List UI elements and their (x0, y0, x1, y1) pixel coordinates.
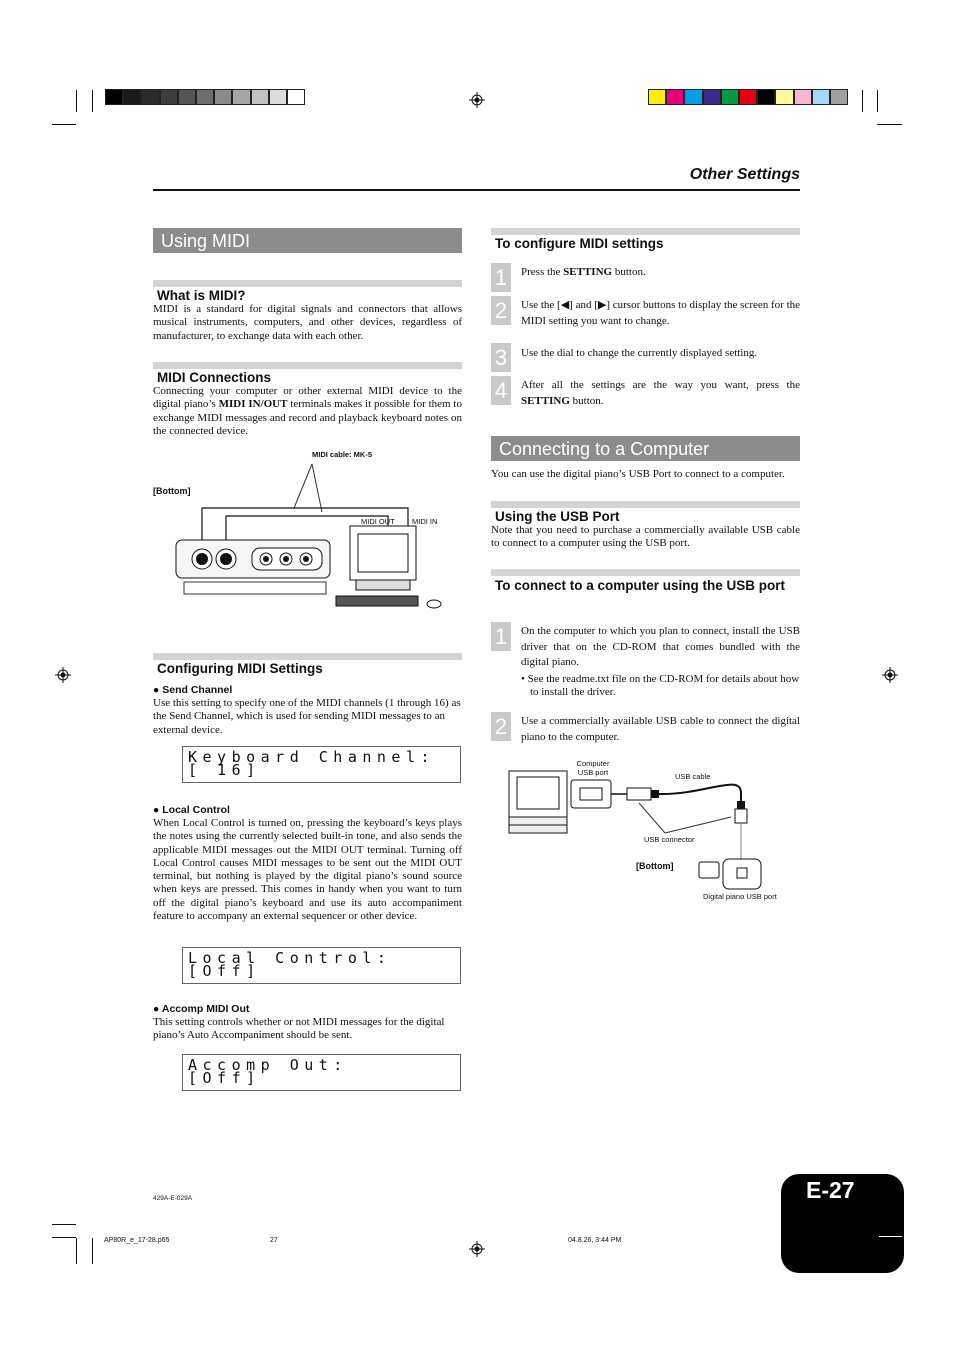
what-is-midi-text: MIDI is a standard for digital signals and connectors that allows musical instruments, computers, and other devices, regardless of manufacturer, to exchange data with each other. (153, 303, 462, 342)
color-swatch (105, 89, 123, 105)
color-swatch (812, 89, 830, 105)
computer-usb-port-label: Computer USB port (576, 759, 610, 777)
color-swatch (251, 89, 269, 105)
what-is-midi-heading: What is MIDI? (153, 280, 462, 303)
crop-mark (52, 124, 76, 125)
connecting-computer-title: Connecting to a Computer (491, 436, 800, 461)
color-swatch (666, 89, 684, 105)
step-number: 1 (491, 263, 511, 292)
crop-mark (862, 90, 863, 112)
color-swatch (287, 89, 305, 105)
usb-cable-label: USB cable (675, 772, 711, 781)
connect-step-2: Use a commercially available USB cable to connect the digital piano to the computer. (521, 715, 800, 743)
send-channel-text: Use this setting to specify one of the MIDI channels (1 through 16) as the Send Channel, which is used for sending MIDI messages to an external device. (153, 697, 461, 736)
crop-mark (92, 1238, 93, 1264)
footer-date: 04.8.26, 3:44 PM (568, 1237, 622, 1244)
accomp-midi-out-heading: ● Accomp MIDI Out (153, 1003, 250, 1015)
midi-cable-label: MIDI cable: MK-5 (312, 450, 373, 459)
configure-step-3: Use the dial to change the currently displayed setting. (521, 347, 758, 359)
configure-step-2: Use the [◀] and [▶] cursor buttons to display the screen for the MIDI setting you want to change. (521, 299, 801, 327)
step-number: 1 (491, 622, 511, 651)
color-swatch (160, 89, 178, 105)
color-swatch (775, 89, 793, 105)
crop-mark (76, 1238, 77, 1264)
connect-step-1-note: • See the readme.txt file on the CD-ROM for details about how to install the driver. (521, 673, 800, 699)
lcd-line: Local Control: (188, 949, 392, 967)
color-swatch (178, 89, 196, 105)
color-swatch (830, 89, 848, 105)
footer-page-number: 27 (270, 1237, 278, 1244)
section-title: Other Settings (689, 166, 800, 183)
color-swatch (269, 89, 287, 105)
step-number: 4 (491, 376, 511, 405)
lcd-display-send-channel (182, 746, 461, 783)
crop-mark (52, 1224, 76, 1225)
midi-bottom-label: [Bottom] (153, 486, 191, 496)
document-code: 429A-E-029A (153, 1195, 193, 1202)
midi-in-label: MIDI IN (412, 517, 438, 526)
file-name: AP80R_e_17-28.p65 (104, 1237, 170, 1244)
color-swatch (739, 89, 757, 105)
crop-mark (877, 90, 878, 112)
midi-connection-diagram (170, 460, 450, 612)
midi-connections-text: Connecting your computer or other external MIDI device to the digital piano’s MIDI IN/OUT terminals makes it possible for them to exchange MIDI messages and record and playback keyboard notes on the connected device. (153, 385, 462, 437)
bullet-icon: ● (153, 684, 160, 696)
crop-mark (52, 1237, 76, 1238)
lcd-line: Keyboard Channel: (188, 748, 436, 766)
registration-mark-icon (55, 667, 71, 683)
lcd-line: [Off] (188, 1069, 261, 1087)
crop-mark (877, 124, 902, 125)
step-number: 2 (491, 712, 511, 741)
color-swatch (684, 89, 702, 105)
local-control-heading: ● Local Control (153, 804, 230, 816)
registration-mark-icon (469, 1241, 485, 1257)
connecting-computer-intro: You can use the digital piano’s USB Port to connect to a computer. (491, 468, 785, 480)
lcd-display-accomp-out (182, 1054, 461, 1091)
header-rule (153, 189, 800, 191)
connect-computer-heading: To connect to a computer using the USB port (491, 569, 800, 594)
using-usb-port-text: Note that you need to purchase a commercially available USB cable to connect to a computer using the USB port. (491, 524, 800, 550)
step-number: 3 (491, 343, 511, 372)
local-control-text: When Local Control is turned on, pressing the keyboard’s keys plays the notes using the currently selected built-in tone, and also sends the applicable MIDI messages out the MIDI OUT terminal. Turning off Local Control causes MIDI messages to be sent out the MIDI OUT terminal, but nothing is played by the digital piano’s sound source when keys are pressed. This comes in handy when you want to turn off the digital piano’s keyboard and use its auto accompaniment feature to accompany an external sequencer or other device. (153, 817, 462, 923)
crop-mark (879, 1236, 902, 1237)
color-swatch (757, 89, 775, 105)
piano-usb-port-label: Digital piano USB port (703, 892, 777, 901)
color-swatch (196, 89, 214, 105)
using-midi-title: Using MIDI (153, 228, 462, 253)
color-swatch (141, 89, 159, 105)
lcd-display-local-control (182, 947, 461, 984)
midi-connections-heading: MIDI Connections (153, 362, 462, 385)
registration-mark-icon (469, 92, 485, 108)
midi-out-label: MIDI OUT (361, 517, 395, 526)
usb-connection-diagram (505, 765, 775, 895)
bullet-icon: ● (153, 804, 160, 816)
bullet-icon: ● (153, 1003, 160, 1015)
color-swatch (232, 89, 250, 105)
usb-bottom-label: [Bottom] (636, 861, 674, 871)
color-swatch (648, 89, 666, 105)
crop-mark (92, 90, 93, 112)
color-swatch (123, 89, 141, 105)
configuring-midi-heading: Configuring MIDI Settings (153, 653, 462, 676)
color-swatch (703, 89, 721, 105)
registration-mark-icon (882, 667, 898, 683)
accomp-midi-out-text: This setting controls whether or not MIDI messages for the digital piano’s Auto Accompaniment should be sent. (153, 1016, 445, 1042)
color-swatch (214, 89, 232, 105)
usb-connector-label: USB connector (644, 835, 695, 844)
send-channel-heading: ● Send Channel (153, 684, 233, 696)
color-swatch (794, 89, 812, 105)
lcd-line: [ 16] (188, 761, 261, 779)
configure-step-1: Press the SETTING button. (521, 266, 646, 278)
connect-step-1: On the computer to which you plan to connect, install the USB driver that on the CD-ROM that comes bundled with the digital piano. (521, 625, 800, 668)
configure-midi-heading: To configure MIDI settings (491, 228, 800, 251)
crop-mark (76, 90, 77, 112)
lcd-line: Accomp Out: (188, 1056, 348, 1074)
page-label: E-27 (806, 1177, 855, 1203)
step-number: 2 (491, 296, 511, 325)
color-swatch (721, 89, 739, 105)
lcd-line: [Off] (188, 962, 261, 980)
configure-step-4: After all the settings are the way you want, press the SETTING button. (521, 379, 800, 407)
using-usb-port-heading: Using the USB Port (491, 501, 800, 524)
